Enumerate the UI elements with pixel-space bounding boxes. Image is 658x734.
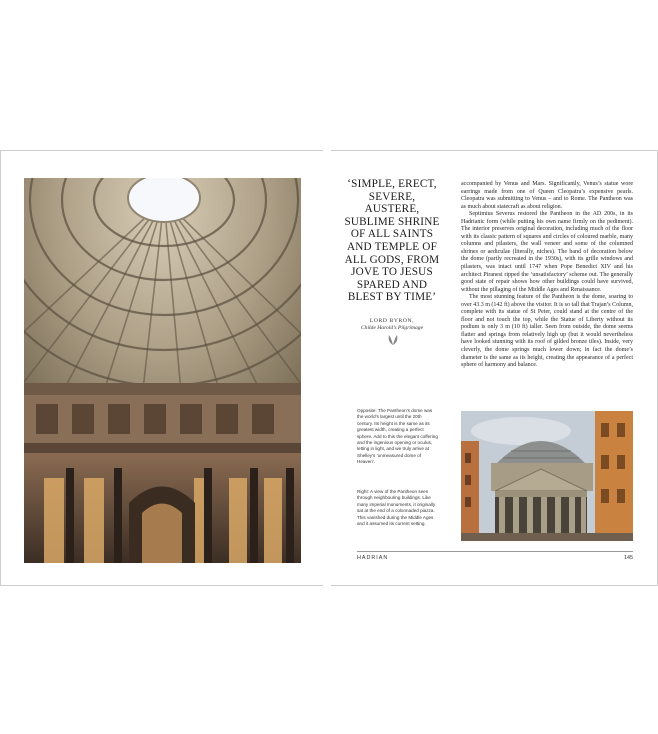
quote-author: LORD BYRON, bbox=[369, 318, 415, 324]
caption-right: Right: A view of the Pantheon seen through neighbouring buildings. Like many imperial monuments, it originally sat at the end of a colonnaded piazza. This vanished during the Middle Ages and it assumed its current setting. bbox=[357, 489, 436, 527]
gutter bbox=[323, 150, 331, 586]
pantheon-exterior-illustration bbox=[461, 411, 633, 541]
caption-opposite: Opposite: The Pantheon’s dome was the world’s largest until the 20th century. Its height is the same as its greatest width, creating a perfect sphere. Add to this the elegant coffering and the ingenious opening or oculus, letting in light, and we truly arrive at Shelley’s ‘unmeasured dome of Heaven’. bbox=[357, 408, 438, 465]
pull-quote: ‘SIMPLE, ERECT, SEVERE, AUSTERE, SUBLIME SHRINE OF ALL SAINTS AND TEMPLE OF ALL GODS, FROM JOVE TO JESUS SPARED AND BLEST BY TIME’ bbox=[344, 178, 440, 304]
pantheon-interior-photo bbox=[24, 178, 301, 563]
footer-rule bbox=[357, 551, 633, 552]
quote-source: Childe Harold’s Pilgrimage bbox=[360, 325, 424, 332]
quote-attribution bbox=[342, 318, 442, 333]
running-head: HADRIAN bbox=[357, 555, 389, 561]
pantheon-interior-illustration bbox=[24, 178, 301, 563]
body-text bbox=[461, 181, 633, 370]
body-paragraph: Septimius Severus restored the Pantheon in the AD 200s, in its Hadrianic form (while putting his own name firmly on the pediment). The interior preserves original decoration, including much of the floor with its classic pattern of squares and circles of coloured marble, many columns and pilasters, the wall veneer and some of the columned shrines or aediculae (literally, niches). The band of decoration below the dome (partly recreated in the 1930s), with its grille windows and pilasters, was intact until 1747 when Pope Benedict XIV and his architect Piranesi ripped the ‘unsatisfactory’ scheme out. The generally good state of repair shows how other buildings could have survived, without the pillaging of the Middle Ages and Renaissance. bbox=[461, 211, 633, 293]
page-number: 145 bbox=[624, 555, 633, 561]
pantheon-exterior-photo bbox=[461, 411, 633, 541]
laurel-ornament-icon bbox=[386, 334, 400, 346]
body-paragraph: The most stunning feature of the Pantheon is the dome, soaring to over 43.3 m (142 ft) above the visitor. It is so tall that Trajan’s Column, complete with its statue of St Peter, could stand at the centre of the floor and not touch the top, while the Statue of Liberty without its podium is only 3 m (10 ft) taller. Seen from outside, the dome seems flatter and springs from relatively high up (but it would nevertheless have looked stunning with its roof of gilded bronze tiles). Inside, very cleverly, the dome springs much lower down; in fact the dome’s diameter is the same as its height, creating the appearance of a perfect sphere of harmony and balance. bbox=[461, 294, 633, 369]
body-paragraph: accompanied by Venus and Mars. Significantly, Venus’s statue wore earrings made from one of Queen Cleopatra’s expensive pearls. Cleopatra was submitting to Venus – and to Rome. The Pantheon was as much about statecraft as about religion. bbox=[461, 181, 633, 210]
